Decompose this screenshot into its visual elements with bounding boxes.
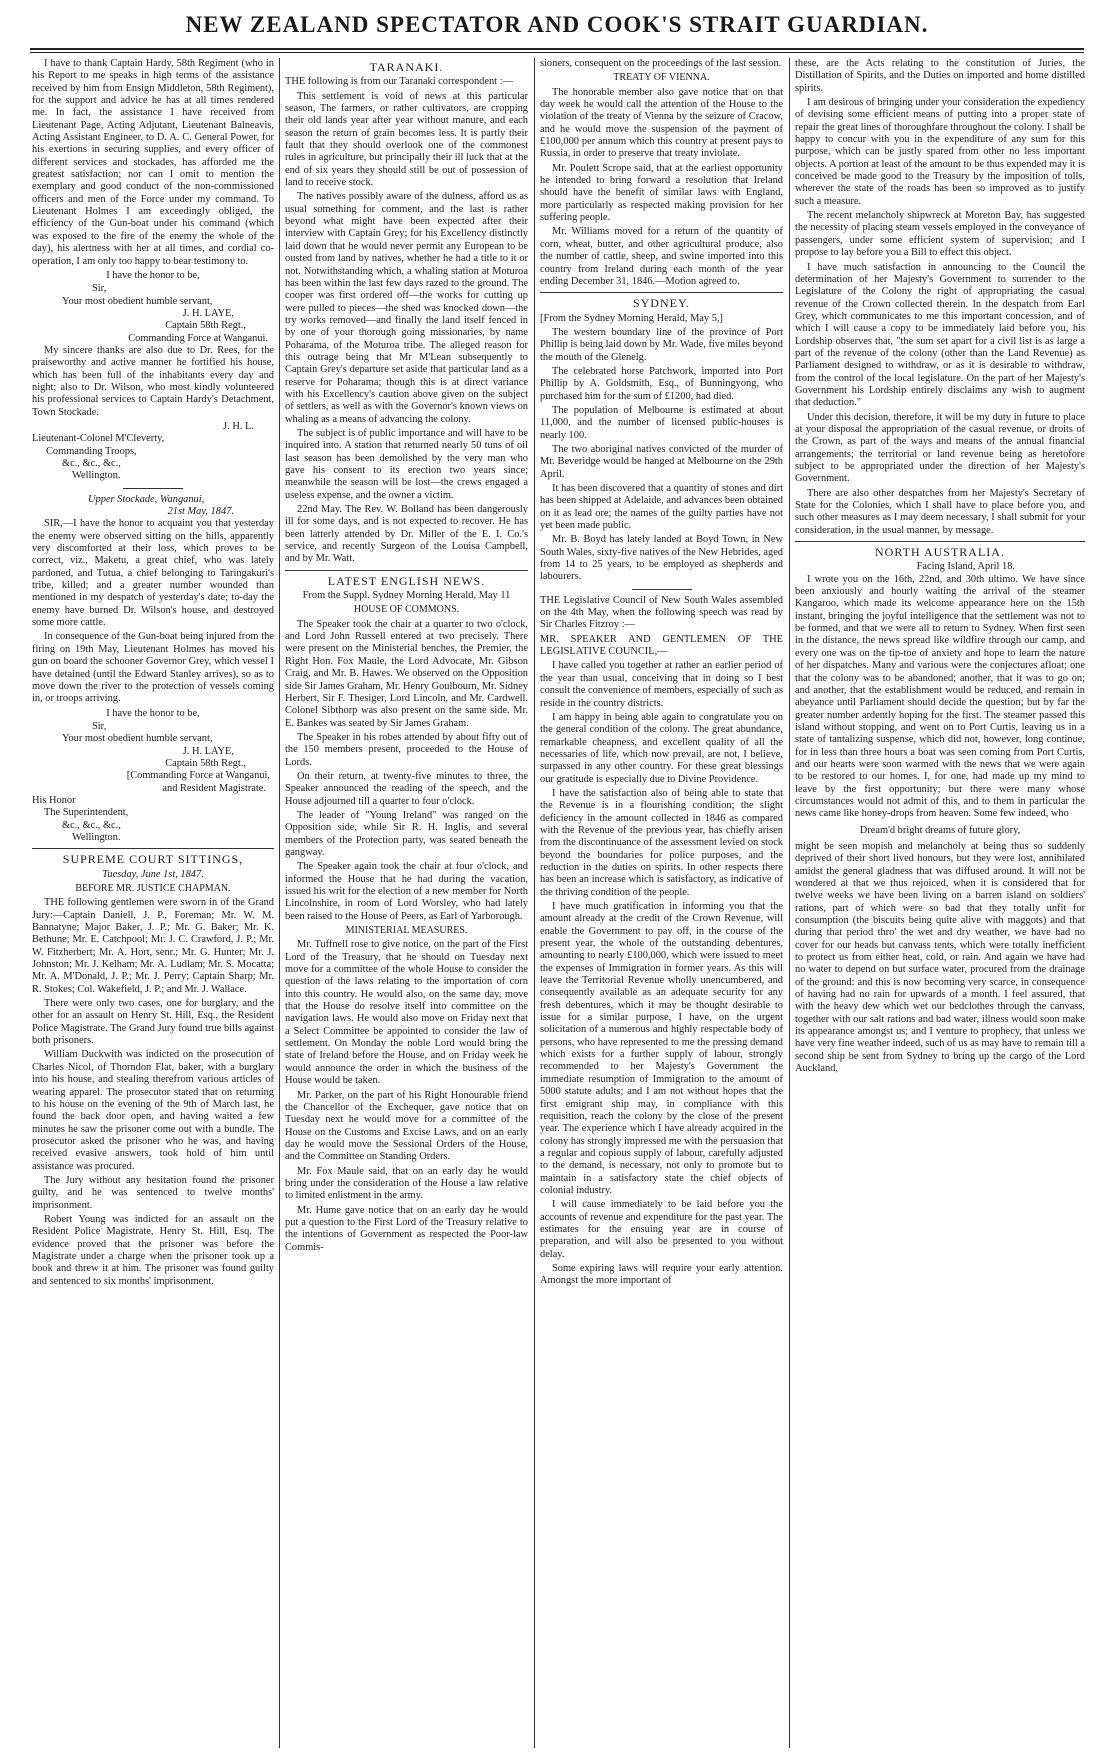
divider: [632, 589, 692, 590]
paragraph: The Speaker again took the chair at four o'clock, and informed the House that he had during the vacation, issued his writ for the election of a new member for North Lincolnshire, in room of Lord Worsley, who had lately been raised to the House of Peers, as Earl of Yarborough.: [285, 861, 528, 922]
paragraph: The honorable member also gave notice that on that day week he would call the attention of the House to the violation of the treaty of Vienna by the seizure of Cracow, and he would move the suspension of the payment of £100,000 per annum which this country at present pays to Russia, in order to preserve that treaty inviolate.: [540, 86, 783, 160]
paragraph: Under this decision, therefore, it will be my duty in future to place at your disposal the appropriation of the casual revenue, or droits of the Crown, as part of the ways and means of the annual financial arrangements; the territorial or land revenue being as heretofore subject to be appropriated under the direction of her Majesty's Government.: [795, 411, 1085, 485]
signature: Commanding Force at Wanganui.: [128, 332, 268, 344]
divider: [540, 292, 783, 293]
subheading: HOUSE OF COMMONS.: [353, 604, 460, 616]
paragraph: There were only two cases, one for burglary, and the other for an assault on Henry St. Hill, Esq., the Resident Police Magistrate. The Grand Jury found true bills against both prisoners.: [32, 998, 274, 1047]
signature: Captain 58th Regt.,: [165, 320, 246, 332]
divider: [795, 541, 1085, 542]
address: Commanding Troops,: [46, 445, 137, 457]
paragraph: Mr. Williams moved for a return of the quantity of corn, wheat, butter, and other agricultural produce, also the number of cattle, sheep, and swine imported into this country from Ireland during each month of the year ending December 31, 1846.—Motion agreed to.: [540, 226, 783, 287]
paragraph: these, are the Acts relating to the constitution of Juries, the Distillation of Spirits, and the Duties on imported and home distilled spirits.: [795, 58, 1085, 94]
address: Lieutenant-Colonel M'Cleverty,: [32, 433, 165, 445]
column-divider: [534, 58, 535, 1748]
paragraph: 22nd May. The Rev. W. Bolland has been dangerously ill for some days, and is not expected to recover. He has been latterly attended by Dr. Miller of the E. I. Co.'s service, and recently Surgeon of the Louisa Campbell, and by Mr. Watt.: [285, 504, 528, 565]
signoff: I have the honor to be,: [106, 269, 200, 281]
top-rule-thin: [30, 52, 1084, 53]
column-3: [540, 58, 783, 1748]
paragraph: In consequence of the Gun-boat being injured from the firing on 19th May, Lieutenant Holmes has moved his gun on board the schooner Governor Grey, which vessel I have detained (until the Edward Stanley arrives), so as to move down the river to the protection of vessels coming in, or troops arriving.: [32, 631, 274, 705]
paragraph: This settlement is void of news at this particular season, The farmers, or rather cultivators, are cropping their old lands year after year without manure, and each season the return of grain becomes less. It is partly their fault that they should overlook one of the commonest rules in agriculture, but principally their ill luck that at the end of six years they should still be out of possession of land to receive stock.: [285, 90, 528, 189]
address: &c., &c., &c.,: [62, 819, 121, 831]
paragraph: Mr. Parker, on the part of his Right Honourable friend the Chancellor of the Exchequer, gave notice that on Tuesday next he would move for a committee of the House on the Customs and Excise Laws, and on an early day he would move the Sessional Orders of the House, and the Committee on Standing Orders.: [285, 1089, 528, 1163]
divider: [32, 848, 274, 849]
paragraph: The population of Melbourne is estimated at about 11,000, and the number of licensed public-houses is nearly 100.: [540, 404, 783, 441]
top-rule: [30, 48, 1084, 50]
paragraph: I have much satisfaction in announcing to the Council the determination of her Majesty's Government to surrender to the Legislature of the Colony the right of appropriating the casual revenue of the Crown collected therein. In the despatch from Earl Grey, which communicates to me this important concession, and of which I will cause a copy to be immediately laid before you, his Lordship observes that, "the sum set apart for a civil list is as large a part of the revenue of the colony (other than the Land Revenue) as Parliament designed to withdraw, or as it is desirable to withdraw, from the control of the local legislature. On the part of her Majesty's Government his Lordship entirely disclaims any wish to augment that deduction.": [795, 261, 1085, 409]
signature: [Commanding Force at Wanganui,: [126, 770, 270, 782]
section-heading-latest-news: LATEST ENGLISH NEWS.: [327, 573, 486, 588]
divider: [123, 488, 183, 489]
paragraph: My sincere thanks are also due to Dr. Rees, for the praiseworthy and active manner he fortified his house, which has been full of the inhabitants every day and night; also to Dr. Wilson, who most kindly volunteered his professional services to Captain Hardy's Detachment, Town Stockade.: [32, 344, 274, 418]
paragraph: There are also other despatches from her Majesty's Secretary of State for the Colonies, which I shall have to place before you, and such other measures as I may deem necessary, I shall submit for your consideration, in the usual manner, by message.: [795, 487, 1085, 536]
paragraph: Robert Young was indicted for an assault on the Resident Police Magistrate, Henry St. Hill, Esq. The evidence proved that the prisoner was before the Magistrate under a charge when the prisoner took up a book and threw it at him. The prisoner was found guilty and sentenced to six months' imprisonment.: [32, 1213, 274, 1287]
paragraph: The Speaker in his robes attended by about fifty out of the 150 members present, proceeded to the House of Lords.: [285, 731, 528, 768]
signoff: Sir,: [92, 283, 107, 295]
section-heading-taranaki: TARANAKI.: [369, 60, 444, 74]
paragraph: sioners, consequent on the proceedings of the last session.: [540, 58, 782, 69]
paragraph: SIR,—I have the honor to acquaint you that yesterday the enemy were observed sitting on the hills, apparently very discomforted at their loss, which proves to be correct, viz., Maketu, a great chief, who was lately pardoned, and Tutua, a chief belonging to Taringakuri's tribe, killed; and a greater number wounded than mentioned in my despatch of yesterday's date; to-day the enemy have burned Dr. Wilson's house, and destroyed some more cattle.: [32, 518, 274, 629]
paragraph: Mr. Fox Maule said, that on an early day he would bring under the consideration of the House a law relative to limited enlistment in the army.: [285, 1165, 528, 1202]
paragraph: William Duckwith was indicted on the prosecution of Charles Nicol, of Thorndon Flat, baker, with a burglary into his house, and stealing therefrom various articles of wearing apparel. The prosecutor stated that on returning to his house on the evening of the 9th of March last, he found the back door open, and having waited a few minutes he saw the prisoner come out with a bundle. The prosecutor asked the prisoner who he was, and having received evasive answers, took hold of him until assistance was procured.: [32, 1049, 274, 1172]
subheading: BEFORE MR. JUSTICE CHAPMAN.: [75, 883, 231, 894]
signature: J. H. LAYE,: [182, 307, 234, 319]
paragraph: might be seen mopish and melancholy at being thus so suddenly deprived of their short lived honours, but they were lost, annihilated amidst the general gladness that was diffused around. It will not be wondered at that we thus rejoiced, when it is considered that for twelve weeks we have been living on a barren island on soldiers' rations, part of which were so bad that they totally unfit for consumption (the biscuits being quite alive with maggots) and that during that period thro' the wet and dry weather, we have had no cover for our heads but canvass tents, which were totally inefficient to protect us from either heat, cold, or rain. And again we have had no water to depend on but surface water, procured from the drainage of the ground: and this is now becoming very scarce, in consequence of having had no rain for upwards of a month. I feel assured, that with the heavy dew which wet our bedclothes through the canvass, together with our salt rations and bad water, illness would soon make its appearance amongst us; and I venture to prophecy, that unless we have very fine weather indeed, such of us as may have to remain till a second ship be sent from Sydney to bring up the cargo of the Lord Auckland,: [795, 840, 1085, 1075]
paragraph: Some expiring laws will require your early attention. Amongst the more important of: [540, 1262, 783, 1287]
quote: Dream'd bright dreams of future glory,: [859, 824, 1021, 836]
paragraph: The celebrated horse Patchwork, imported into Port Phillip by A. Goldsmith, Esq., of Bunningyong, who purchased him for the sum of £1200, had died.: [540, 365, 783, 402]
column-divider: [279, 58, 280, 1748]
paragraph: I am happy in being able again to congratulate you on the general condition of the colony. The great abundance, remarkable cheapness, and excellent quality of all the necessaries of life, which now prevail, are not, I believe, surpassed in any other country. For these great blessings our gratitude is especially due to Divine Providence.: [540, 711, 783, 785]
paragraph: THE following is from our Taranaki correspondent :—: [285, 76, 513, 88]
signoff: Your most obedient humble servant,: [62, 295, 213, 307]
masthead: NEW ZEALAND SPECTATOR AND COOK'S STRAIT GUARDIAN.: [185, 12, 929, 37]
address: Wellington.: [72, 470, 121, 482]
signoff: Your most obedient humble servant,: [62, 733, 213, 745]
paragraph: THE Legislative Council of New South Wales assembled on the 4th May, when the following speech was read by Sir Charles Fitzroy :—: [540, 594, 783, 631]
paragraph: The natives possibly aware of the dulness, afford us as usual something for comment, and the last is rather beyond what might have been expected after their interview with Captain Grey; for his Excellency distinctly laid down that he would never permit any European to be ousted from land by natives, whether he had a title to it or not. Notwithstanding which, a whaling station at Moturoa has been within the last few days razed to the ground. The cooper was first ordered off—the works for cutting up were pulled to pieces—the shed was knocked down—the try works removed—and finally the land itself fenced in by one of your thorough going missionaries, by name Poharama, of the Moturoa tribe. The alleged reason for this outrage being that Mr M'Lean subsequently to Captain Grey's departure set aside that particular land as a reserve for Poharama; though this is at direct variance with his Excellency's caution above given on the subject of settlers, as well as with the Governor's known views on whaling as a means of advancing the colony.: [285, 191, 528, 425]
address: The Superintendent,: [44, 807, 129, 819]
paragraph: The leader of "Young Ireland" was ranged on the Opposition side, while Sir R. H. Inglis, and several members of the Protection party, was seated beneath the gangway.: [285, 809, 528, 858]
paragraph: I will cause immediately to be laid before you the accounts of revenue and expenditure for the past year. The estimates for the ensuing year are in course of preparation, and will also be presented to you without delay.: [540, 1199, 783, 1260]
signature: J. H. LAYE,: [182, 745, 234, 757]
subheading: TREATY OF VIENNA.: [613, 72, 710, 84]
signature: Captain 58th Regt.,: [165, 757, 246, 769]
paragraph: The western boundary line of the province of Port Phillip is being laid down by Mr. Wade, five miles beyond the mouth of the Glenelg.: [540, 326, 783, 363]
paragraph: The Speaker took the chair at a quarter to two o'clock, and Lord John Russell entered at two precisely. There were present on the Ministerial benches, the Premier, the Right Hon. Fox Maule, the Lord Advocate, Mr. Gibson Craig, and Mr. B. Hawes. We observed on the Opposition side Sir James Graham, Mr. Henry Goulbourn, Mr. Sidney Herbert, Sir F. Thesiger, Lord Lincoln, and Mr. Cardwell. Colonel Sibthorp was also present on the same side. Mr. E. Bankes was seated by Sir James Graham.: [285, 618, 528, 729]
paragraph: Mr. Tuffnell rose to give notice, on the part of the First Lord of the Treasury, that he should on Tuesday next move for a committee of the whole House to consider the question of the laws relating to the importation of corn into this country. He would also, on the same day, move that the House do resolve itself into committee on the navigation laws. He would also move on Friday next that a Select Committee be appointed to consider the law of settlement. On Monday the noble Lord would bring the state of Ireland before the House, and on Friday week he would announce the order in which the business of the House would be taken.: [285, 939, 528, 1087]
dateline: Facing Island, April 18.: [916, 561, 1015, 573]
section-heading-supreme-court: SUPREME COURT SITTINGS,: [62, 852, 244, 867]
paragraph: I wrote you on the 16th, 22nd, and 30th ultimo. We have since been anxiously and hourly waiting the arrival of the steamer Kangaroo, which made its welcome appearance here on the 15th instant, bringing the joyful intelligence that the settlement was not to be formed, and that we were all to return to Sydney. When first seen in the distance, the news spread like wildfire through our camp, and every one was on the tip-toe of anxiety and hope to learn the nature of her dispatches. Many and various were the conjectures afloat; one that the colony was to be abandoned; another, that it was to go on; and another, that the establishment would be reduced, and remain in abeyance until Parliament should decide the question; but by far the greater number ardently hoping for the first. The steamer passed this island without stopping, and went on to Port Curtis, leaving us in a state of tantalizing suspense, which did not, however, long continue, for in less than three hours a boat was seen coming from Port Curtis, and our hearts were soon warmed with the news that we were again to be restored to our homes. I, for one, had made up my mind to leave by the first opportunity; but there were many whose circumstances would not admit of this, and to them in particular the news came like honey-drops from heaven. Some few indeed, who: [795, 573, 1085, 820]
address: &c., &c., &c.,: [62, 458, 121, 469]
dateline: 21st May, 1847.: [167, 506, 234, 518]
paragraph: It has been discovered that a quantity of stones and dirt has been shipped at Adelaide, and advances been obtained on it as lead ore; the names of the guilty parties have not yet been made public.: [540, 483, 783, 532]
paragraph: On their return, at twenty-five minutes to three, the Speaker announced the reading of the speech, and the House adjourned till a quarter to four o'clock.: [285, 770, 528, 807]
paragraph: I have the satisfaction also of being able to state that the Revenue is in a flourishing condition; the slight deficiency in the amount collected in 1846 as compared with the Revenue of the previous year, has chiefly arisen from the discontinuance of the assessment levied on stock beyond the boundaries for police purposes, and the reduction in the duties on spirits. In other respects there has been an increase which is satisfactory, as indicative of the thriving condition of the people.: [540, 787, 783, 898]
paragraph: I have to thank Captain Hardy, 58th Regiment (who in his Report to me speaks in high terms of the assistance received by him from Ensign Middleton, 58th Regiment), for the support and advice he has at all times rendered me. In fact, the assistance I have received from Lieutenant Page, Acting Adjutant, Lieutenant Balneavis, Acting Assistant Engineer, to D. A. C. General Power, for his exertions in securing supplies, and every officer of different services and stockades, has afforded me the greatest satisfaction; nor can I omit to mention the exemplary and good conduct of the non-commissioned officers and men of the Force under my command. To Lieutenant Holmes I am exceedingly obliged, the efficiency of the Gun-boat under his command (which was exposed to the fire of the enemy the whole of the day), his alertness with her at all times, and cordial co-operation, I am only too happy to bear testimony to.: [32, 58, 274, 267]
column-4: [795, 58, 1085, 1748]
paragraph: I have much gratification in informing you that the amount already at the credit of the Crown Revenue, will enable the Government to pay off, in the course of the present year, the whole of the outstanding debentures, amounting to nearly £100,000, which were issued to meet the expenses of Immigration in former years. As this will leave the Territorial Revenue wholly unencumbered, and consequently available as an adequate security for any fresh debentures, which it may be thought desirable to issue for a similar purpose, I have, on the urgent solicitation of a numerous and highly respectable body of persons, who have represented to me the pressing demand which exists for a further supply of labour, strongly recommended to her Majesty's Government the immediate resumption of Immigration to the amount of 5000 statute adults; and I am not without hopes that the first emigrant ship may, in compliance with this requisition, reach the colony by the close of the present year. The experience which I have already acquired in the colony has strongly impressed me with the persuasion that a regular and copious supply of labour, carefully adjusted to the demand, is necessary, not only to promote but to maintain in a satisfactory state the chief objects of colonial industry.: [540, 901, 783, 1196]
source-line: From the Suppl. Sydney Morning Herald, May 11: [302, 590, 511, 602]
address: MR. SPEAKER AND GENTLEMEN OF THE LEGISLATIVE COUNCIL,—: [540, 633, 783, 658]
column-1: [32, 58, 274, 1748]
paragraph: I have called you together at rather an earlier period of the year than usual, conceiving that in doing so I best consult the convenience of members, especially of such as reside in the country districts.: [540, 660, 783, 709]
address: Wellington.: [72, 831, 121, 843]
signoff: Sir,: [92, 720, 107, 732]
paragraph: THE following gentlemen were sworn in of the Grand Jury:—Captain Daniell, J. P., Foreman; Mr. W. M. Bannatyne; Major Baker, J. P.; Mr. G. Baker; Mr. K. Bethune; Mr. E. Catchpool; Mr. J. C. Crawford, J. P.; Mr. W. Fitzherbert; Mr. A. Hort, senr.; Mr. G. Hunter; Mr. J. Johnston; Mr. J. Kelham; Mr. A. Ludlam; Mr. S. Mocatta; Mr. A. M'Donald, J. P.; Mr. J. Perry; Captain Sharp; Mr. R. Stokes; Col. Wakefield, J. P.; and Mr. J. Wallace.: [32, 897, 274, 995]
column-2: [285, 58, 528, 1748]
paragraph: Mr. B. Boyd has lately landed at Boyd Town, in New South Wales, sixty-five natives of the New Hebrides, aged from 14 to 25 years, to be employed as shepherds and labourers.: [540, 534, 783, 583]
signoff: I have the honor to be,: [106, 707, 200, 719]
subheading: MINISTERIAL MEASURES.: [345, 925, 468, 937]
column-divider: [789, 58, 790, 1748]
signature: and Resident Magistrate.: [162, 782, 266, 794]
section-heading-north-australia: NORTH AUSTRALIA.: [875, 545, 1005, 560]
paragraph: The subject is of public importance and will have to be inquired into. A station that returned nearly 50 tuns of oil last season has been demolished by the very man who gave his consent to its erection two years since; meanwhile the season will be lost—the crews engaged a useless expense, and the owner a victim.: [285, 427, 528, 501]
divider: [285, 570, 528, 571]
signature: J. H. L.: [223, 420, 254, 432]
paragraph: The recent melancholy shipwreck at Moreton Bay, has suggested the necessity of placing steam vessels employed in the conveyance of passengers, under some efficient system of supervision; and I propose to lay before you a Bill to effect this object.: [795, 210, 1085, 259]
paragraph: Mr. Hume gave notice that on an early day he would put a question to the First Lord of the Treasury relative to the intentions of Government as respected the Poor-law Commis-: [285, 1204, 528, 1253]
paragraph: Mr. Poulett Scrope said, that at the earliest opportunity he intended to bring forward a resolution that Ireland should have the benefit of similar laws with England, more particularly as respected making provision for her suffering people.: [540, 162, 783, 224]
dateline: Upper Stockade, Wanganui,: [88, 493, 205, 505]
source-line: [From the Sydney Morning Herald, May 5,]: [540, 312, 723, 324]
section-heading-sydney: SYDNEY.: [632, 296, 691, 311]
paragraph: I am desirous of bringing under your consideration the expediency of devising some efficient means of putting into a proper state of repair the great lines of thoroughfare throughout the colony. I shall be happy to concur with you in the expenditure of any sum for this purpose, which can be justly spared from other no less important objects. A portion at least of the amount to be thus expended may it is conceived be made good to the Treasury by the imposition of tolls, wherever the state of the roads has been so improved as to justify such a measure.: [795, 97, 1085, 207]
paragraph: The two aboriginal natives convicted of the murder of Mr. Beveridge would be hanged at Melbourne on the 29th April.: [540, 443, 783, 480]
dateline: Tuesday, June 1st, 1847.: [102, 868, 204, 880]
paragraph: The Jury without any hesitation found the prisoner guilty, and he was sentenced to twelve months' imprisonment.: [32, 1174, 274, 1211]
address: His Honor: [32, 794, 76, 806]
